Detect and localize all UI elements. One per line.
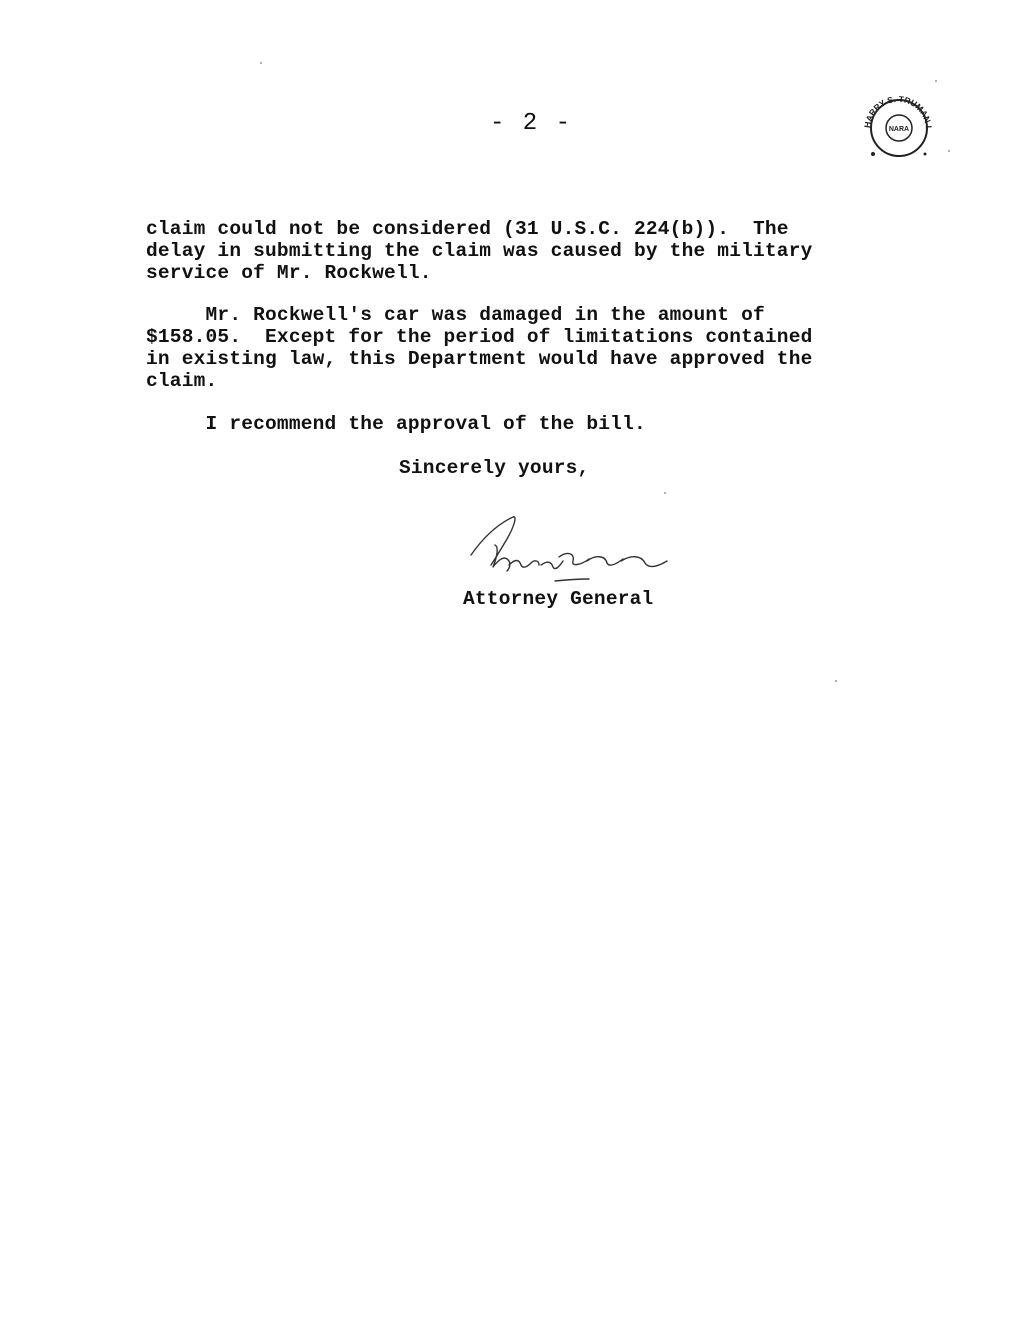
signature-icon [455, 505, 685, 595]
handwritten-signature [455, 505, 685, 595]
paper-speck [835, 680, 837, 682]
truman-library-stamp [856, 90, 942, 160]
body-line: $158.05. Except for the period of limitations contained [146, 326, 813, 348]
paper-speck [935, 80, 937, 82]
signature-title: Attorney General [463, 588, 654, 610]
page-number: - 2 - [490, 110, 573, 137]
closing: Sincerely yours, [399, 457, 590, 479]
body-line: delay in submitting the claim was caused by the military [146, 240, 813, 262]
svg-text:HARRY S. TRUMAN LIBRARY: HARRY S. TRUMAN L [862, 93, 935, 132]
body-line: service of Mr. Rockwell. [146, 262, 432, 284]
stamp-seal-icon [856, 90, 942, 160]
paper-speck [664, 492, 666, 494]
svg-text:NARA: NARA [888, 126, 910, 133]
paper-speck [260, 62, 262, 64]
paper-speck [948, 150, 950, 152]
body-line: I recommend the approval of the bill. [146, 413, 646, 435]
body-line: in existing law, this Department would have approved the [146, 348, 813, 370]
body-line: claim. [146, 370, 218, 392]
body-line: claim could not be considered (31 U.S.C. 224(b)). The [146, 218, 789, 240]
body-line: Mr. Rockwell's car was damaged in the amount of [146, 304, 765, 326]
